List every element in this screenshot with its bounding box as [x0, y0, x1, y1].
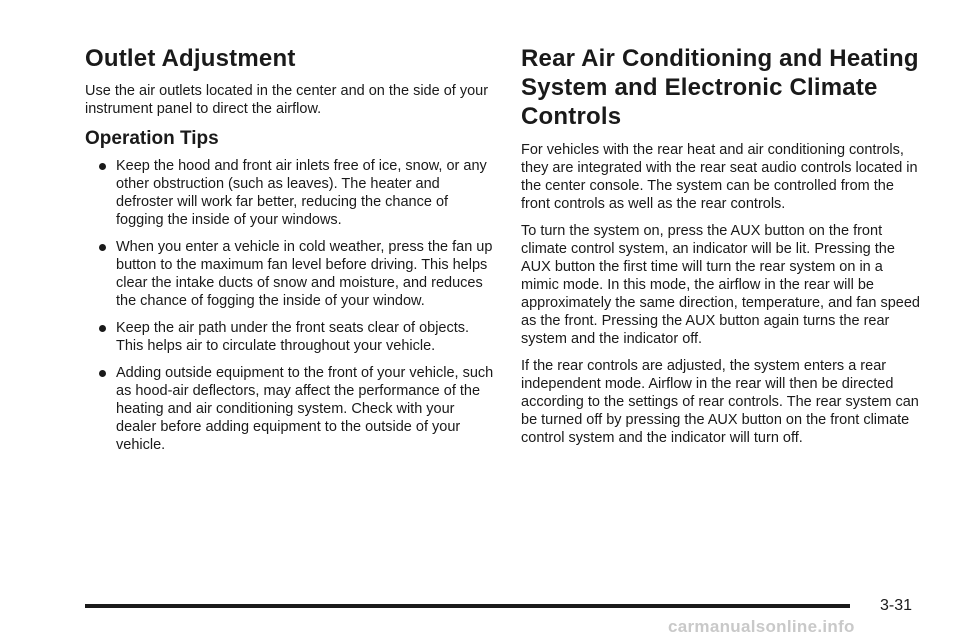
outlet-intro-paragraph: Use the air outlets located in the center and on the side of your instrument panel to direct the airflow.	[85, 83, 489, 117]
page-number: 3-31	[880, 597, 913, 614]
tip-item	[85, 238, 495, 310]
tip-text: When you enter a vehicle in cold weather, press the fan up button to the maximum fan level before driving. This helps clear the intake ducts of snow and moisture, and reduces the chance of fogging the inside of your window.	[116, 239, 493, 309]
bullet-icon	[99, 325, 106, 332]
operation-tips-list	[85, 157, 495, 454]
tip-text: Adding outside equipment to the front of your vehicle, such as hood-air deflectors, may affect the performance of the heating and air conditioning system. Check with your dealer before adding equipment to the outside of your vehicle.	[116, 365, 494, 453]
rear-climate-paragraph: For vehicles with the rear heat and air conditioning controls, they are integrated with the rear seat audio controls located in the center console. The system can be controlled from the front controls as well as the rear controls.	[521, 142, 918, 212]
tip-text: Keep the hood and front air inlets free of ice, snow, or any other obstruction (such as leaves). The heater and defroster will work far better, reducing the chance of fogging the inside of your windows.	[116, 158, 487, 228]
section-title-outlet-adjustment: Outlet Adjustment	[85, 45, 296, 72]
subsection-title-operation-tips: Operation Tips	[85, 128, 219, 149]
rear-climate-paragraph: To turn the system on, press the AUX button on the front climate control system, an indicator will be lit. Pressing the AUX button the first time will turn the rear system on in a mimic mode. In this mode, the airflow in the rear will be approximately the same direction, temperature, and fan speed as the front. Pressing the AUX button again turns the rear system and the indicator off.	[521, 223, 920, 347]
footer-rule	[85, 604, 850, 608]
section-title-rear-climate: Rear Air Conditioning and Heating System and Electronic Climate Controls	[521, 45, 919, 130]
tip-text: Keep the air path under the front seats clear of objects. This helps air to circulate throughout your vehicle.	[116, 320, 470, 354]
tip-item	[85, 319, 495, 355]
tip-item	[85, 364, 495, 454]
bullet-icon	[99, 370, 106, 377]
bullet-icon	[99, 244, 106, 251]
tip-item	[85, 157, 495, 229]
left-column	[85, 44, 495, 463]
rear-climate-paragraph: If the rear controls are adjusted, the system enters a rear independent mode. Airflow in the rear will then be directed according to the settings of rear controls. The rear system can be turned off by pressing the AUX button on the front climate control system and the indicator will turn off.	[521, 358, 919, 446]
right-column	[521, 44, 921, 456]
watermark: carmanualsonline.info	[668, 617, 855, 636]
bullet-icon	[99, 163, 106, 170]
